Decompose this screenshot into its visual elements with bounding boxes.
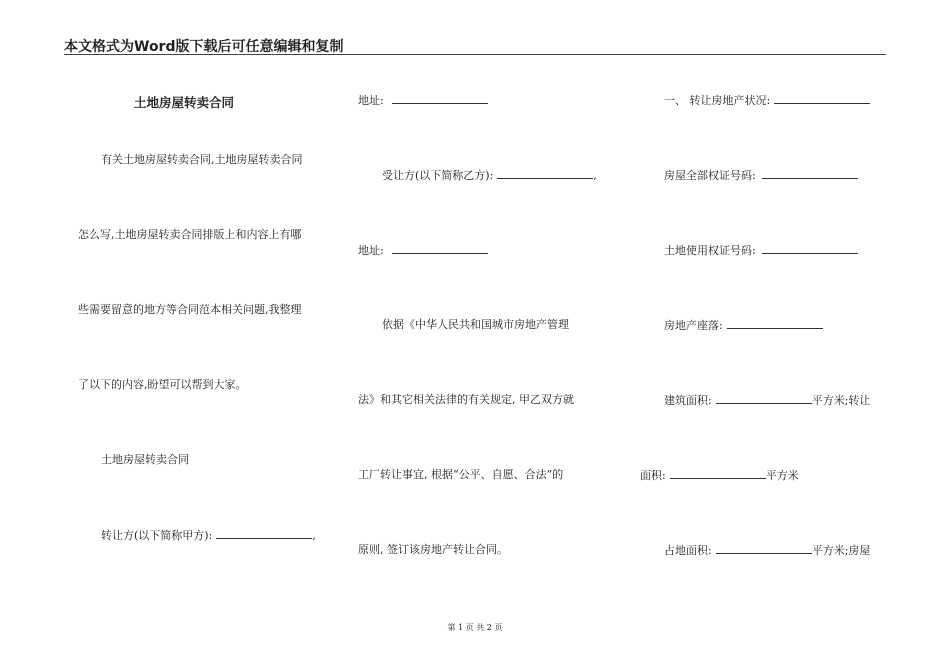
- document-title: 土地房屋转卖合同: [134, 95, 235, 110]
- page-header: [64, 34, 886, 55]
- land-area-line: [664, 543, 870, 558]
- location-blank: [727, 318, 823, 329]
- seller-blank: [216, 528, 312, 539]
- basis-line-4: 原则, 签订该房地产转让合同。: [358, 543, 508, 556]
- land-area-suffix: 平方米;房屋: [811, 544, 871, 557]
- area-blank: [670, 468, 766, 479]
- address2-blank: [392, 243, 488, 254]
- house-cert-label: 房屋全部权证号码:: [664, 169, 756, 182]
- land-cert-label: 土地使用权证号码:: [664, 244, 756, 257]
- basis-line-1: 依据《中华人民共和国城市房地产管理: [382, 318, 569, 331]
- house-cert-blank: [762, 168, 858, 179]
- contract-subtitle: 土地房屋转卖合同: [101, 453, 189, 466]
- address1-blank: [392, 93, 488, 104]
- intro-line-1: 有关土地房屋转卖合同,土地房屋转卖合同: [101, 153, 303, 166]
- seller-label: 转让方(以下简称甲方):: [101, 529, 213, 542]
- header-text: 本文格式为Word版下载后可任意编辑和复制: [64, 39, 344, 55]
- intro-line-3: 些需要留意的地方等合同范本相关问题,我整理: [78, 303, 302, 316]
- address-line-1: [358, 93, 488, 108]
- basis-line-3: 工厂转让事宜, 根据“公平、自愿、合法”的: [358, 468, 564, 481]
- status-line: [664, 93, 870, 108]
- location-line: [664, 318, 823, 333]
- buyer-suffix: ,: [593, 169, 597, 182]
- status-blank: [774, 93, 870, 104]
- land-cert-blank: [762, 243, 858, 254]
- address2-label: 地址:: [358, 244, 384, 257]
- intro-line-2: 怎么写,土地房屋转卖合同排版上和内容上有哪: [78, 228, 302, 241]
- area-suffix: 平方米: [765, 469, 799, 482]
- buyer-label: 受让方(以下简称乙方):: [382, 169, 494, 182]
- address1-label: 地址:: [358, 94, 384, 107]
- land-cert-line: [664, 243, 858, 258]
- status-label: 一、 转让房地产状况:: [664, 94, 771, 107]
- land-area-blank: [716, 543, 812, 554]
- land-area-label: 占地面积:: [664, 544, 712, 557]
- buyer-blank: [497, 168, 593, 179]
- basis-line-2: 法》和其它相关法律的有关规定, 甲乙双方就: [358, 393, 574, 406]
- seller-suffix: ,: [312, 529, 316, 542]
- seller-line: [101, 528, 316, 543]
- address-line-2: [358, 243, 488, 258]
- building-area-suffix: 平方米;转让: [811, 394, 871, 407]
- location-label: 房地产座落:: [664, 319, 723, 332]
- area-label: 面积:: [640, 469, 666, 482]
- buyer-line: [382, 168, 597, 183]
- area-line: [640, 468, 799, 483]
- house-cert-line: [664, 168, 858, 183]
- building-area-blank: [716, 393, 812, 404]
- intro-line-4: 了以下的内容,盼望可以帮到大家。: [78, 378, 247, 391]
- page-footer: 第 1 页 共 2 页: [447, 623, 503, 632]
- building-area-label: 建筑面积:: [664, 394, 712, 407]
- building-area-line: [664, 393, 870, 408]
